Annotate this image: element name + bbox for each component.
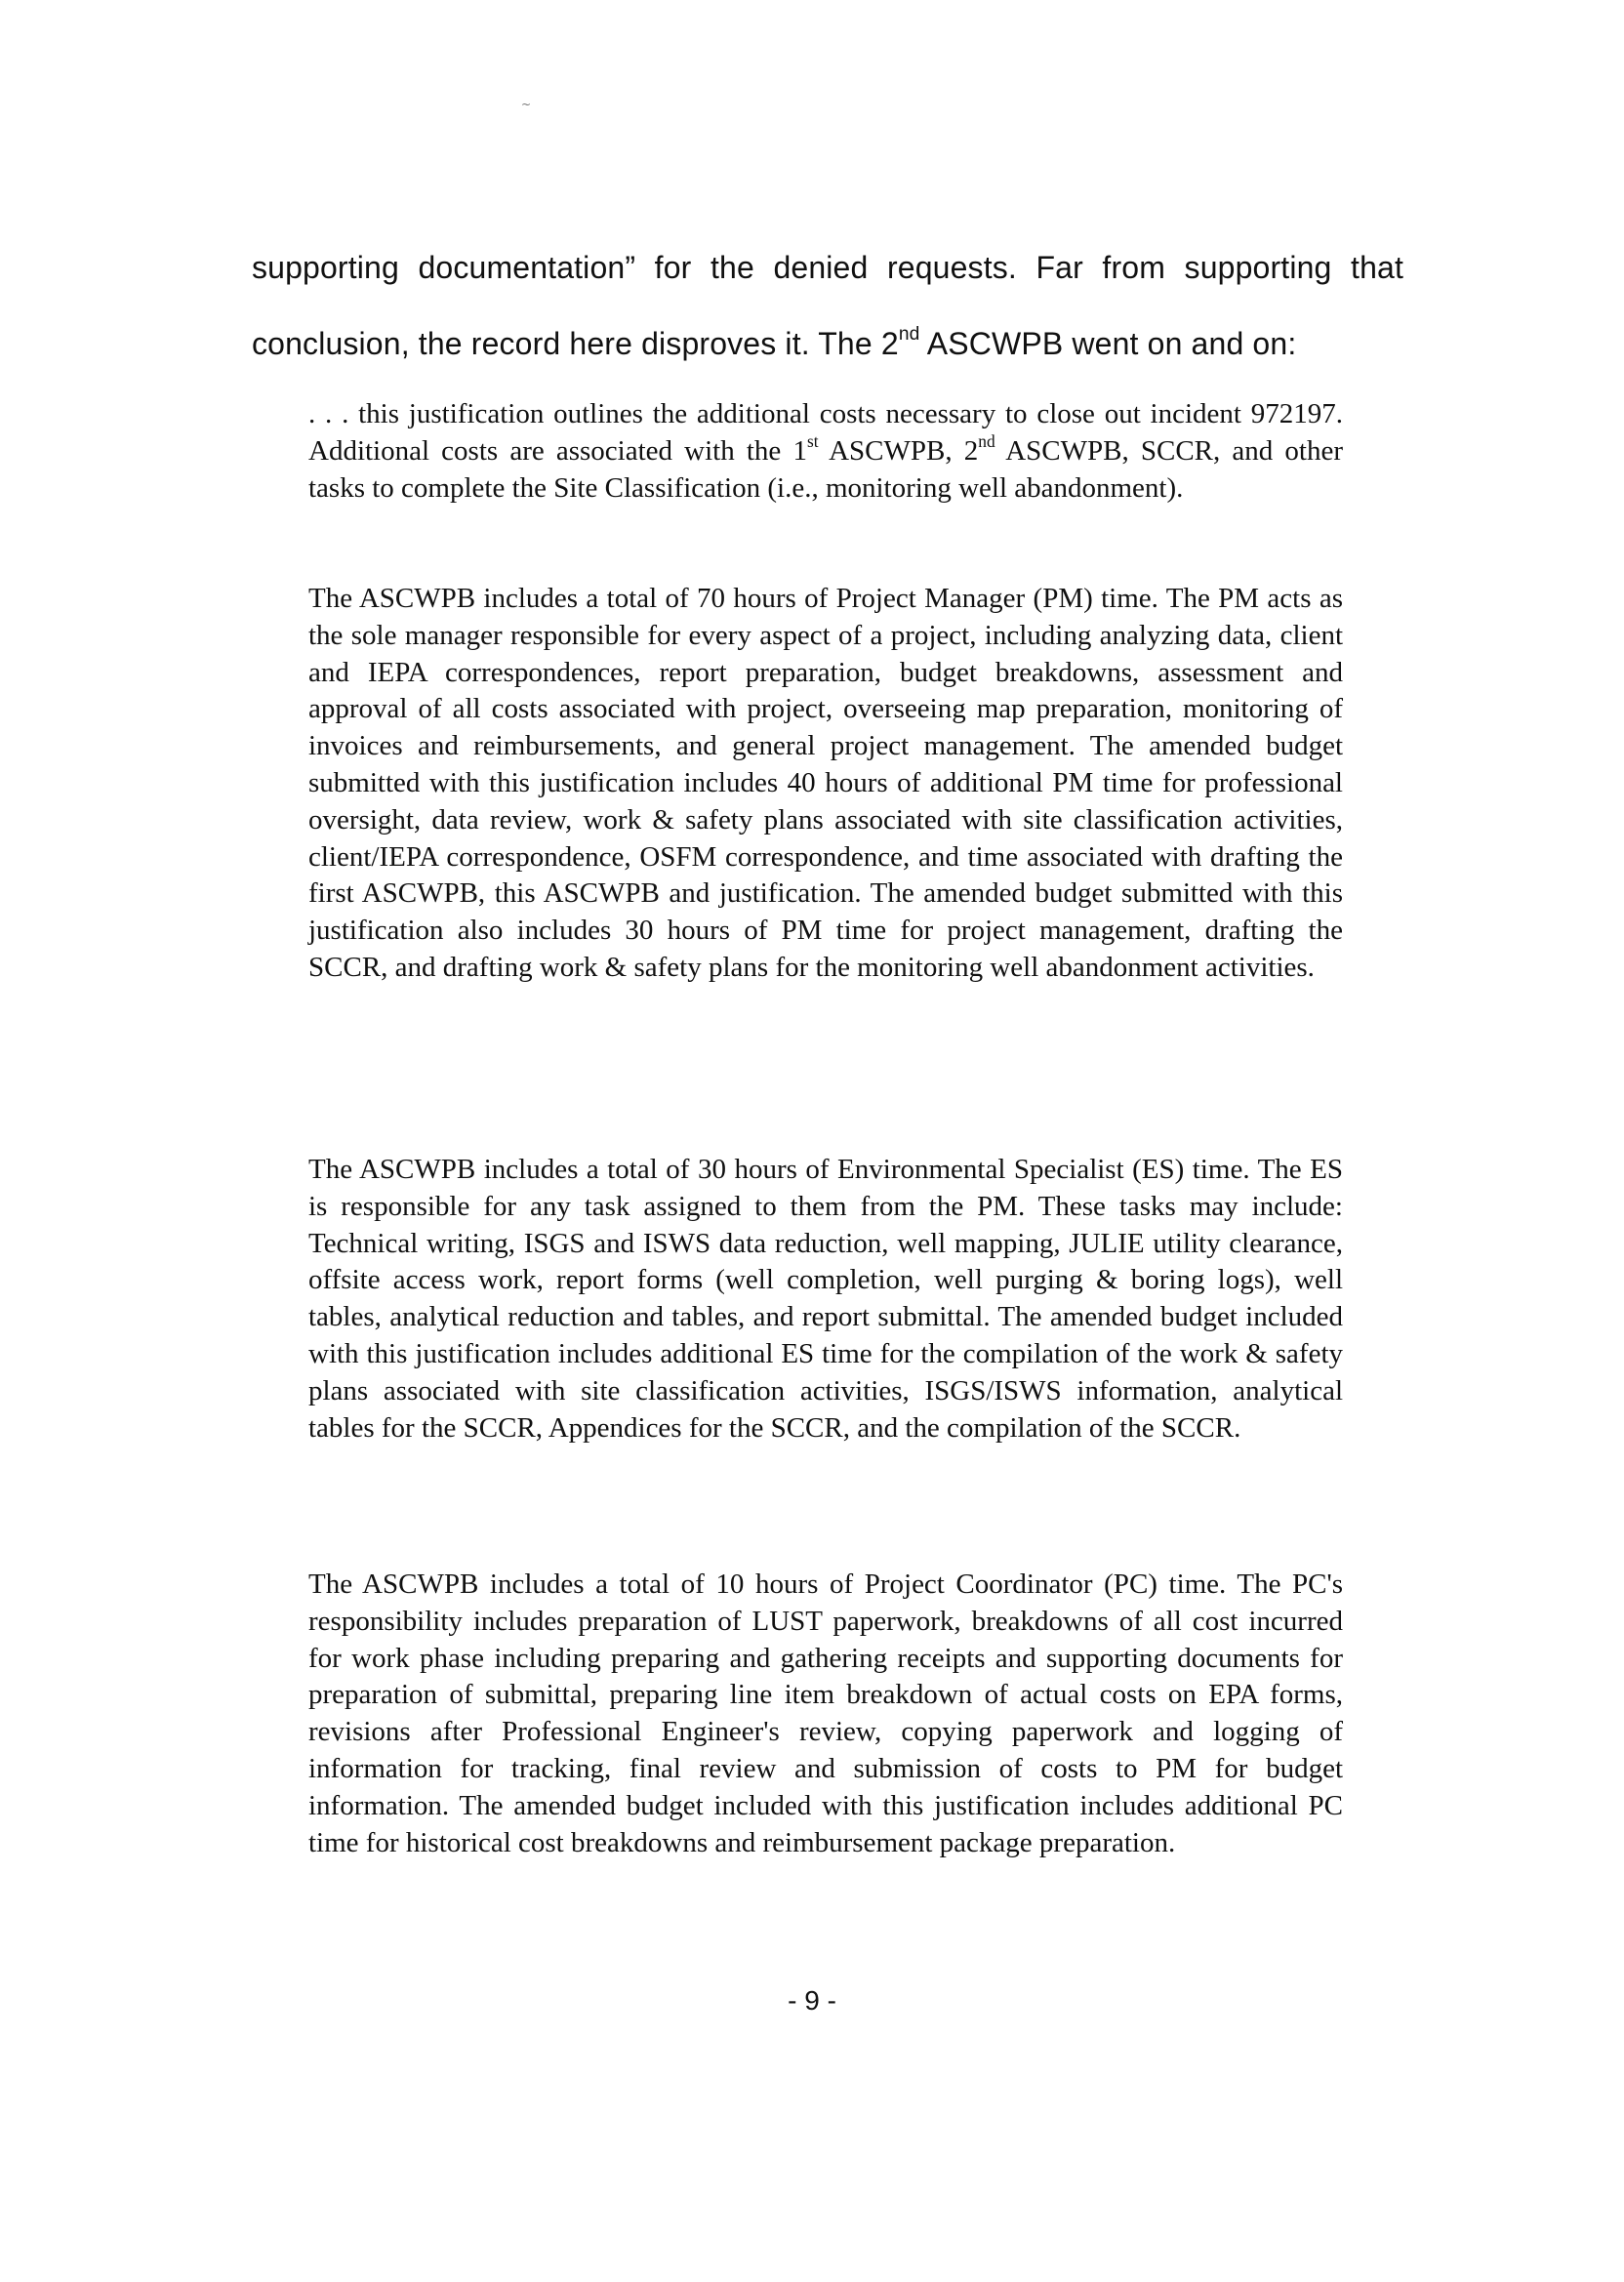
scan-artifact: ~ xyxy=(521,98,532,111)
quote-paragraph-pm: The ASCWPB includes a total of 70 hours of Project Manager (PM) time. The PM acts as the sole manager responsible for every aspect of a project, including analyzing data, client and IEPA correspondences, report preparation, budget breakdowns, assessment and approval of all costs associated with project, overseeing map preparation, monitoring of invoices and reimbursements, and general project management. The amended budget submitted with this justification includes 40 hours of additional PM time for professional oversight, data review, work & safety plans associated with site classification activities, client/IEPA correspondence, OSFM correspondence, and time associated with drafting the first ASCWPB, this ASCWPB and justification. The amended budget submitted with this justification also includes 30 hours of PM time for project management, drafting the SCCR, and drafting work & safety plans for the monitoring well abandonment activities. xyxy=(308,583,1343,983)
lead-line-2: conclusion, the record here disproves it. The 2nd ASCWPB went on and on: xyxy=(252,324,1297,361)
quote-paragraph-1: . . . this justification outlines the additional costs necessary to close out incident 972197. Additional costs are associated with the 1st ASCWPB, 2nd ASCWPB, SCCR, and other tasks to complete the Site Classification (i.e., monitoring well abandonment). xyxy=(308,398,1343,504)
quote-paragraph-pc: The ASCWPB includes a total of 10 hours of Project Coordinator (PC) time. The PC's responsibility includes preparation of LUST paperwork, breakdowns of all cost incurred for work phase including preparing and gathering receipts and supporting documents for preparation of submittal, preparing line item breakdown of actual costs on EPA forms, revisions after Professional Engineer's review, copying paperwork and logging of information for tracking, final review and submission of costs to PM for budget information. The amended budget included with this justification includes additional PC time for historical cost breakdowns and reimbursement package preparation. xyxy=(308,1569,1343,1858)
lead-line-1: supporting documentation” for the denied requests. Far from supporting that xyxy=(252,250,1403,285)
quote-paragraph-es: The ASCWPB includes a total of 30 hours of Environmental Specialist (ES) time. The ES is responsible for any task assigned to them from the PM. These tasks may include: Technical writing, ISGS and ISWS data reduction, well mapping, JULIE utility clearance, offsite access work, report forms (well completion, well purging & boring logs), well tables, analytical reduction and tables, and report submittal. The amended budget included with this justification includes additional ES time for the compilation of the work & safety plans associated with site classification activities, ISGS/ISWS information, analytical tables for the SCCR, Appendices for the SCCR, and the compilation of the SCCR. xyxy=(308,1154,1343,1444)
page-number: - 9 - xyxy=(788,1985,836,2016)
lead-paragraph xyxy=(252,248,1403,363)
